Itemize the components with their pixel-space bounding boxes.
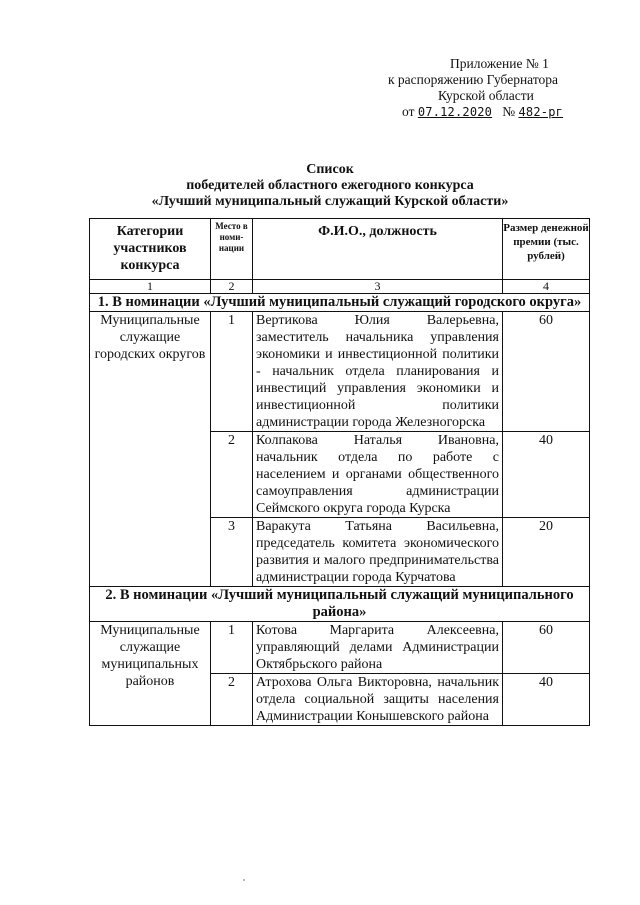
prize-cell: 60 <box>503 312 590 432</box>
fio-cell: Котова Маргарита Алексеевна, управляющий делами Администрации Октябрьского района <box>253 622 503 674</box>
order-date: 07.12.2020 <box>417 105 493 119</box>
prize-cell: 20 <box>503 518 590 587</box>
place-cell: 1 <box>211 622 253 674</box>
prize-cell: 40 <box>503 432 590 518</box>
header-row <box>90 219 590 280</box>
section-title: 2. В номинации «Лучший муниципальный служащий муниципального района» <box>90 587 590 622</box>
column-number: 3 <box>253 280 503 294</box>
date-prefix: от <box>402 104 415 119</box>
place-cell: 2 <box>211 432 253 518</box>
title-line-2: победителей областного ежегодного конкурса <box>186 178 474 193</box>
column-number: 2 <box>211 280 253 294</box>
appendix-title: Приложение № 1 <box>450 56 549 71</box>
fio-cell: Варакута Татьяна Васильевна, председатель комитета экономического развития и малого предпринимательства администрации города Курчатова <box>253 518 503 587</box>
header-category: Категории участников конкурса <box>90 219 211 280</box>
fio-cell: Вертикова Юлия Валерьевна, заместитель начальника управления экономики и инвестиционной политики - начальник отдела планирования и инвестиций управления экономики и инвестиционной политики администрации города Железногорска <box>253 312 503 432</box>
title-line-3: «Лучший муниципальный служащий Курской области» <box>151 194 509 209</box>
appendix-block <box>388 56 598 120</box>
title-line-1: Список <box>306 162 354 177</box>
appendix-date-line <box>388 104 598 120</box>
section-title: 1. В номинации «Лучший муниципальный служащий городского округа» <box>90 294 590 312</box>
header-fio: Ф.И.О., должность <box>253 219 503 280</box>
appendix-order-ref: к распоряжению Губернатора <box>388 72 559 87</box>
section-header-row <box>90 294 590 312</box>
prize-cell: 40 <box>503 674 590 726</box>
document-title <box>80 162 580 210</box>
header-prize: Размер денежной премии (тыс. рублей) <box>503 219 590 280</box>
column-number-row <box>90 280 590 294</box>
category-cell: Муниципальные служащие муниципальных районов <box>90 622 211 726</box>
place-cell: 2 <box>211 674 253 726</box>
header-place: Место в номи-нации <box>211 219 253 280</box>
prize-cell: 60 <box>503 622 590 674</box>
fio-cell: Колпакова Наталья Ивановна, начальник отдела по работе с населением и органами общественного самоуправления администрации Сеймского округа города Курска <box>253 432 503 518</box>
scan-speck <box>243 879 245 881</box>
winners-table <box>89 218 590 726</box>
order-number: 482-рг <box>518 105 564 119</box>
category-cell: Муниципальные служащие городских округов <box>90 312 211 587</box>
table-row <box>90 312 590 432</box>
number-prefix: № <box>502 104 516 119</box>
place-cell: 3 <box>211 518 253 587</box>
appendix-region: Курской области <box>438 88 534 103</box>
column-number: 4 <box>503 280 590 294</box>
section-header-row <box>90 587 590 622</box>
place-cell: 1 <box>211 312 253 432</box>
column-number: 1 <box>90 280 211 294</box>
fio-cell: Атрохова Ольга Викторовна, начальник отдела социальной защиты населения Администрации Конышевского района <box>253 674 503 726</box>
table-row <box>90 622 590 674</box>
